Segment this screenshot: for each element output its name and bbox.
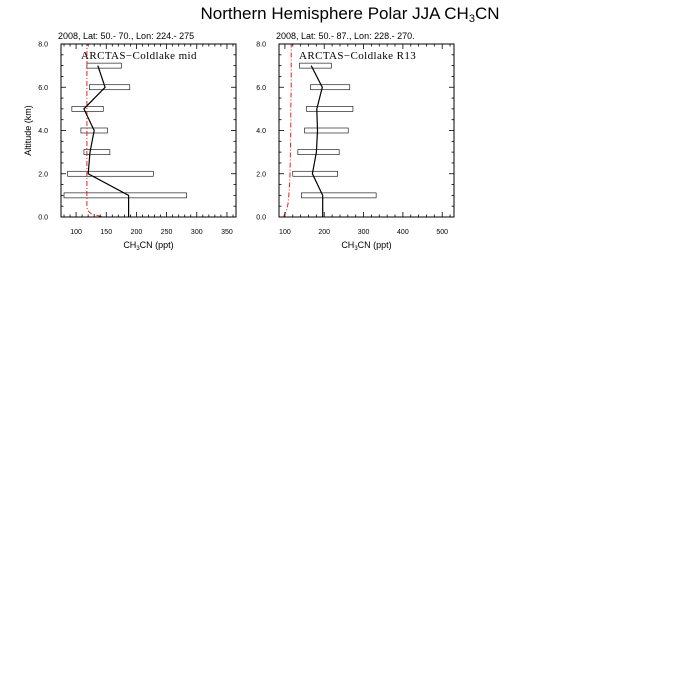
title-suffix: CN <box>474 4 500 23</box>
y-tick-label: 2.0 <box>38 171 48 179</box>
observation-median-line <box>84 66 129 217</box>
x-tick-label: 500 <box>436 229 449 236</box>
x-tick-label: 200 <box>130 229 143 236</box>
observation-range-box <box>310 85 349 90</box>
x-tick-label: 100 <box>279 229 291 236</box>
x-tick-label: 350 <box>221 229 233 236</box>
observation-range-box <box>87 63 121 68</box>
figure-title <box>200 4 499 25</box>
x-tick-label: 300 <box>357 229 370 236</box>
x-tick-label: 250 <box>160 229 173 236</box>
x-tick-label: 100 <box>70 229 82 236</box>
x-tick-label: 200 <box>318 229 331 236</box>
title-subscript: 3 <box>468 13 475 25</box>
y-tick-label: 4.0 <box>256 128 266 135</box>
x-axis-label-prefix: CH <box>123 240 137 250</box>
y-axis-label: Altitude (km) <box>23 105 33 156</box>
x-axis-label-subscript: 3 <box>136 246 140 252</box>
y-tick-label: 0.0 <box>256 214 266 222</box>
title-prefix: Northern Hemisphere Polar JJA CH <box>200 4 469 23</box>
panel-left <box>23 31 236 252</box>
observation-range-box <box>72 106 103 111</box>
observation-range-box <box>84 150 110 155</box>
campaign-label: ARCTAS−Coldlake R13 <box>299 50 417 62</box>
x-axis-label-subscript: 3 <box>354 246 358 252</box>
observation-range-box <box>68 171 154 176</box>
model-profile-line <box>284 44 292 217</box>
observation-range-box <box>293 171 338 176</box>
x-axis-label-suffix: CN (ppt) <box>357 240 392 250</box>
y-tick-label: 8.0 <box>256 41 266 49</box>
observation-range-box <box>299 63 331 68</box>
panel-subtitle: 2008, Lat: 50.- 87., Lon: 228.- 270. <box>276 31 415 41</box>
observation-range-box <box>301 193 376 198</box>
x-axis-label-suffix: CN (ppt) <box>139 240 174 250</box>
panel-right <box>256 31 454 252</box>
y-tick-label: 6.0 <box>38 84 48 92</box>
observation-range-box <box>305 128 349 133</box>
y-tick-label: 6.0 <box>256 84 266 92</box>
plot-frame <box>279 44 454 217</box>
panel-subtitle: 2008, Lat: 50.- 70., Lon: 224.- 275 <box>58 31 195 41</box>
campaign-label: ARCTAS−Coldlake mid <box>81 50 197 62</box>
y-tick-label: 2.0 <box>256 171 266 179</box>
x-tick-label: 300 <box>190 229 203 236</box>
observation-range-box <box>307 106 353 111</box>
observation-range-box <box>298 150 339 155</box>
x-tick-label: 400 <box>397 229 409 236</box>
y-tick-label: 4.0 <box>38 128 48 135</box>
observation-range-box <box>89 85 129 90</box>
observation-median-line <box>311 66 323 217</box>
x-tick-label: 150 <box>100 229 113 236</box>
y-tick-label: 8.0 <box>38 41 48 49</box>
x-axis-label <box>123 240 173 252</box>
x-axis-label-prefix: CH <box>341 240 355 250</box>
y-tick-label: 0.0 <box>38 214 48 222</box>
x-axis-label <box>341 240 391 252</box>
